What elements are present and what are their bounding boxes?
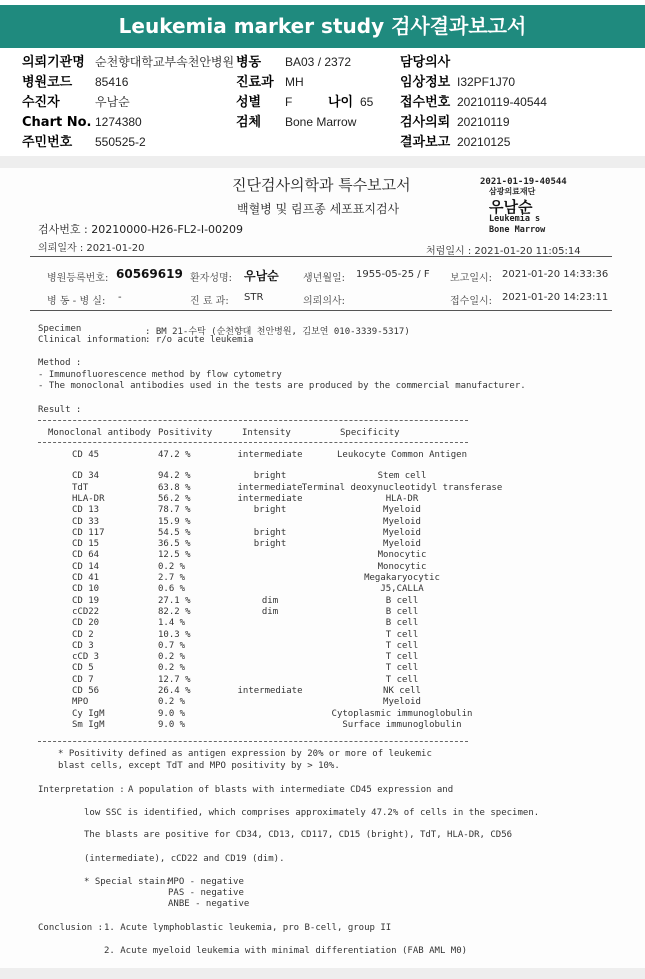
table-row xyxy=(0,709,645,720)
cell-specificity: Monocytic xyxy=(377,550,427,561)
label-requesting-doctor: 의뢰의사: xyxy=(303,296,346,307)
table-bottom-border xyxy=(38,741,468,742)
method-line: - The monoclonal antibodies used in the tests are produced by the commercial manufacturer. xyxy=(38,381,526,391)
header-row xyxy=(0,93,645,112)
special-stain-line: PAS - negative xyxy=(168,888,244,898)
cell-antibody: CD 14 xyxy=(72,561,100,572)
cell-antibody: cCD22 xyxy=(72,606,100,617)
exam-number: 검사번호 : 20210000-H26-FL2-I-00209 xyxy=(38,223,244,236)
clinical-info-value: : r/o acute leukemia xyxy=(145,335,254,345)
value-age: 65 xyxy=(360,95,374,109)
header-row xyxy=(0,73,645,92)
stamp-specimen: Bone Marrow xyxy=(489,225,546,235)
value-hospital-code: 85416 xyxy=(95,75,129,89)
value-ward-room: - xyxy=(118,292,122,303)
cell-antibody: CD 2 xyxy=(72,629,94,640)
cell-specificity: T cell xyxy=(385,674,419,685)
label-result-report: 결과보고 xyxy=(400,135,451,150)
table-row xyxy=(0,584,645,595)
conclusion-label: Conclusion : xyxy=(38,923,104,933)
stamp-organization: 삼광의료재단 xyxy=(489,187,536,196)
label-chart-no: Chart No. xyxy=(22,115,92,130)
table-row xyxy=(0,573,645,584)
table-header-specificity: Specificity xyxy=(340,428,400,438)
table-row xyxy=(0,539,645,550)
cell-positivity: 0.2 % xyxy=(158,652,186,663)
value-test-request: 20210119 xyxy=(457,115,510,129)
cell-specificity: Megakaryocytic xyxy=(364,573,440,583)
table-row xyxy=(0,720,645,731)
label-date-of-birth: 생년월일: xyxy=(303,273,346,284)
cell-antibody: CD 117 xyxy=(72,527,105,538)
cell-positivity: 27.1 % xyxy=(158,595,191,606)
table-row xyxy=(0,618,645,629)
cell-specificity: B cell xyxy=(385,618,419,629)
interpretation-line: A population of blasts with intermediate CD45 expression and xyxy=(128,785,454,795)
cell-antibody: CD 41 xyxy=(72,573,100,583)
label-age: 나이 xyxy=(328,95,354,110)
cell-specificity: T cell xyxy=(385,652,419,663)
table-row xyxy=(0,630,645,641)
table-row xyxy=(0,494,645,505)
interpretation-line: (intermediate), cCD22 and CD19 (dim). xyxy=(84,854,285,864)
stamp-test-name: Leukemia s xyxy=(489,214,541,224)
table-row xyxy=(0,562,645,573)
label-specimen: 검체 xyxy=(236,115,262,130)
cell-specificity: Stem cell xyxy=(377,471,427,482)
table-header-antibody: Monoclonal antibody xyxy=(48,428,151,438)
bottom-band xyxy=(0,968,645,979)
value-date-of-birth: 1955-05-25 / F xyxy=(356,269,430,280)
cell-antibody: MPO xyxy=(72,697,89,708)
marker-table-body xyxy=(0,450,645,740)
cell-antibody: Sm IgM xyxy=(72,719,105,730)
cell-antibody: CD 3 xyxy=(72,640,94,651)
cell-positivity: 56.2 % xyxy=(158,493,191,504)
value-result-report: 20210125 xyxy=(457,135,511,149)
cell-specificity: B cell xyxy=(385,606,419,617)
table-row xyxy=(0,652,645,663)
cell-intensity: intermediate xyxy=(237,493,303,504)
cell-specificity: J5,CALLA xyxy=(380,584,424,595)
cell-specificity: Leukocyte Common Antigen xyxy=(336,450,468,460)
cell-intensity: bright xyxy=(253,539,287,550)
table-row xyxy=(0,607,645,618)
label-patient-name: 환자성명: xyxy=(190,273,233,284)
value-requesting-institution: 순천향대학교부속천안병원 xyxy=(95,55,235,69)
cell-antibody: CD 13 xyxy=(72,505,100,516)
interpretation-line: The blasts are positive for CD34, CD13, CD117, CD15 (bright), TdT, HLA-DR, CD56 xyxy=(84,830,513,840)
value-clinical-info: I32PF1J70 xyxy=(457,75,516,89)
value-resident-number: 550525-2 xyxy=(95,135,146,149)
cell-specificity: Myeloid xyxy=(383,527,421,538)
value-patient-name: 우남순 xyxy=(244,269,279,283)
table-row xyxy=(0,641,645,652)
cell-positivity: 12.5 % xyxy=(158,550,191,561)
value-chart-no: 1274380 xyxy=(95,115,142,129)
table-row xyxy=(0,675,645,686)
table-row xyxy=(0,686,645,697)
cell-specificity: Myeloid xyxy=(383,505,421,516)
cell-positivity: 0.2 % xyxy=(158,663,186,674)
label-requesting-institution: 의뢰기관명 xyxy=(22,55,85,70)
header-info-panel xyxy=(0,48,645,156)
report-title: 진단검사의학과 특수보고서 xyxy=(232,176,411,194)
cell-antibody: CD 34 xyxy=(72,471,100,482)
label-clinical-info: 임상정보 xyxy=(400,75,451,90)
cell-positivity: 0.6 % xyxy=(158,584,186,595)
conclusion-line: 1. Acute lymphoblastic leukemia, pro B-cell, group II xyxy=(104,923,392,933)
label-hospital-code: 병원코드 xyxy=(22,75,73,90)
label-department: 진료과 xyxy=(236,75,274,90)
cell-positivity: 82.2 % xyxy=(158,606,191,617)
cell-intensity: bright xyxy=(253,527,287,538)
value-receipt-datetime: 2021-01-20 14:23:11 xyxy=(502,292,609,303)
cell-specificity: B cell xyxy=(385,595,419,606)
cell-antibody: CD 20 xyxy=(72,618,100,629)
cell-positivity: 10.3 % xyxy=(158,629,191,640)
cell-antibody: CD 33 xyxy=(72,516,100,527)
label-clinic-department: 진 료 과: xyxy=(190,296,229,307)
processing-datetime: 처럼일시 : 2021-01-20 11:05:14 xyxy=(426,246,581,257)
cell-positivity: 12.7 % xyxy=(158,674,191,685)
table-row xyxy=(0,450,645,461)
value-specimen: Bone Marrow xyxy=(285,115,357,129)
table-row xyxy=(0,471,645,482)
cell-specificity: T cell xyxy=(385,640,419,651)
header-row xyxy=(0,133,645,152)
report-banner-title: Leukemia marker study 검사결과보고서 xyxy=(0,5,645,48)
cell-intensity: dim xyxy=(261,595,279,606)
label-resident-number: 주민번호 xyxy=(22,135,73,150)
table-row xyxy=(0,483,645,494)
table-header-border xyxy=(38,442,468,443)
special-stain-label: * Special stain: xyxy=(84,877,171,887)
footnote-line: blast cells, except TdT and MPO positivity by > 10%. xyxy=(58,761,340,771)
section-separator xyxy=(0,156,645,168)
value-ward: BA03 / 2372 xyxy=(285,55,352,69)
cell-specificity: Myeloid xyxy=(383,697,421,708)
cell-antibody: CD 45 xyxy=(72,450,100,460)
method-line: - Immunofluorescence method by flow cytometry xyxy=(38,370,282,380)
special-stain-line: MPO - negative xyxy=(168,877,244,887)
interpretation-label: Interpretation : xyxy=(38,785,125,795)
cell-positivity: 78.7 % xyxy=(158,505,191,516)
cell-specificity: Cytoplasmic immunoglobulin xyxy=(331,708,473,719)
cell-specificity: Surface immunoglobulin xyxy=(342,719,462,730)
value-sex: F xyxy=(285,95,293,109)
label-receipt-number: 접수번호 xyxy=(400,95,451,110)
cell-specificity: Myeloid xyxy=(383,516,421,527)
value-receipt-number: 20210119-40544 xyxy=(457,95,547,109)
cell-antibody: TdT xyxy=(72,482,89,493)
cell-intensity: dim xyxy=(261,606,279,617)
label-receipt-datetime: 접수일시: xyxy=(450,296,493,307)
value-patient: 우남순 xyxy=(95,95,130,109)
cell-intensity: intermediate xyxy=(237,686,303,696)
cell-specificity: T cell xyxy=(385,663,419,674)
cell-antibody: CD 56 xyxy=(72,686,100,696)
label-registration-number: 병원등록번호: xyxy=(47,273,109,284)
cell-positivity: 0.7 % xyxy=(158,640,186,651)
cell-antibody: CD 15 xyxy=(72,539,100,550)
cell-positivity: 63.8 % xyxy=(158,482,191,493)
cell-positivity: 9.0 % xyxy=(158,719,186,730)
cell-positivity: 2.7 % xyxy=(158,573,186,583)
table-row xyxy=(0,550,645,561)
label-attending-doctor: 담당의사 xyxy=(400,55,451,70)
table-row xyxy=(0,596,645,607)
cell-positivity: 36.5 % xyxy=(158,539,191,550)
cell-positivity: 1.4 % xyxy=(158,618,186,629)
cell-antibody: CD 64 xyxy=(72,550,100,561)
value-department: MH xyxy=(285,75,304,89)
info-bottom-border xyxy=(30,310,612,311)
value-report-datetime: 2021-01-20 14:33:36 xyxy=(502,269,609,280)
scanned-report xyxy=(0,168,645,968)
cell-intensity: bright xyxy=(253,505,287,516)
table-top-border xyxy=(38,420,468,421)
cell-antibody: CD 19 xyxy=(72,595,100,606)
cell-specificity: T cell xyxy=(385,629,419,640)
cell-positivity: 26.4 % xyxy=(158,686,191,696)
stamp-patient-name: 우남순 xyxy=(489,198,533,216)
footnote-line: * Positivity defined as antigen expression by 20% or more of leukemic xyxy=(58,749,432,759)
special-stain-line: ANBE - negative xyxy=(168,899,250,909)
interpretation-line: low SSC is identified, which comprises approximately 47.2% of cells in the specimen. xyxy=(84,808,540,818)
cell-intensity: intermediate xyxy=(237,450,303,460)
cell-positivity: 47.2 % xyxy=(158,450,191,460)
cell-positivity: 9.0 % xyxy=(158,708,186,719)
cell-positivity: 15.9 % xyxy=(158,516,191,527)
cell-positivity: 0.2 % xyxy=(158,697,186,708)
cell-specificity: Terminal deoxynucleotidyl transferase xyxy=(301,482,503,493)
table-row xyxy=(0,697,645,708)
label-test-request: 검사의뢰 xyxy=(400,115,451,130)
cell-antibody: cCD 3 xyxy=(72,652,100,663)
stamp-date: 2021-01-19-40544 xyxy=(480,177,567,187)
cell-antibody: HLA-DR xyxy=(72,493,105,504)
label-sex: 성별 xyxy=(236,95,262,110)
specimen-label: Specimen xyxy=(38,324,82,334)
cell-intensity: bright xyxy=(253,471,287,482)
table-row xyxy=(0,517,645,528)
cell-specificity: Monocytic xyxy=(377,561,427,572)
cell-positivity: 54.5 % xyxy=(158,527,191,538)
request-date: 의뢰일자 : 2021-01-20 xyxy=(38,243,145,254)
label-ward: 병동 xyxy=(236,55,262,70)
cell-antibody: CD 10 xyxy=(72,584,100,595)
cell-specificity: NK cell xyxy=(383,686,421,696)
specimen-value: : BM 21-수탁 (순천향대 천안병원, 김보연 010-3339-5317) xyxy=(145,327,410,337)
method-title: Method : xyxy=(38,358,82,368)
cell-antibody: CD 7 xyxy=(72,674,94,685)
value-registration-number: 60569619 xyxy=(116,267,183,281)
result-label: Result : xyxy=(38,405,82,415)
cell-antibody: CD 5 xyxy=(72,663,94,674)
cell-intensity: intermediate xyxy=(237,482,303,493)
conclusion-line: 2. Acute myeloid leukemia with minimal differentiation (FAB AML M0) xyxy=(104,946,468,956)
table-header-positivity: Positivity xyxy=(158,428,213,438)
table-row xyxy=(0,663,645,674)
value-clinic-department: STR xyxy=(244,292,264,303)
label-report-datetime: 보고일시: xyxy=(450,273,493,284)
cell-positivity: 94.2 % xyxy=(158,471,191,482)
info-top-border xyxy=(30,256,612,257)
cell-antibody: Cy IgM xyxy=(72,708,105,719)
label-patient: 수진자 xyxy=(22,95,60,110)
cell-positivity: 0.2 % xyxy=(158,561,186,572)
table-header-intensity: Intensity xyxy=(242,428,291,438)
cell-specificity: HLA-DR xyxy=(385,493,419,504)
cell-specificity: Myeloid xyxy=(383,539,421,550)
report-subtitle: 백혈병 및 림프종 세포표지검사 xyxy=(237,202,400,216)
label-ward-room: 병 동 - 병 실: xyxy=(47,296,106,307)
header-row xyxy=(0,113,645,132)
clinical-info-label: Clinical information xyxy=(38,335,147,345)
table-row xyxy=(0,528,645,539)
table-row xyxy=(0,505,645,516)
header-row xyxy=(0,53,645,72)
